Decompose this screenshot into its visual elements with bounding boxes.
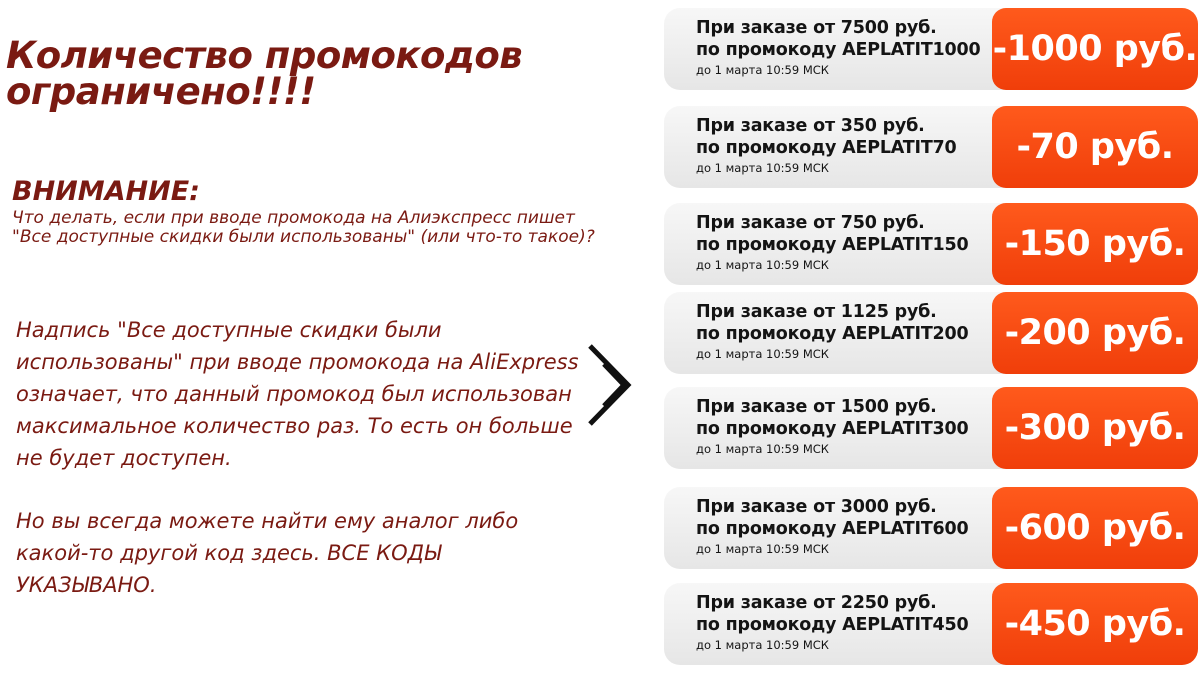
coupon-min-order: При заказе от 1500 руб.	[696, 397, 937, 417]
coupon-code: по промокоду AEPLATIT600	[696, 519, 969, 539]
coupon-min-order: При заказе от 750 руб.	[696, 213, 925, 233]
attention-question: Что делать, если при вводе промокода на Алиэкспресс пишет "Все доступные скидки были использованы" (или что-то такое)?	[12, 208, 595, 247]
coupon-min-order: При заказе от 1125 руб.	[696, 302, 937, 322]
coupon-min-order: При заказе от 350 руб.	[696, 116, 925, 136]
coupon-discount-amount: -70 руб.	[1016, 127, 1174, 167]
coupon-card[interactable]	[664, 106, 1198, 188]
coupon-expiry: до 1 марта 10:59 МСК	[696, 442, 829, 456]
explanation-paragraph: Надпись "Все доступные скидки были использованы" при вводе промокода на AliExpress означает, что данный промокод был использован максимальное количество раз. То есть он больше не будет доступен.	[16, 318, 579, 470]
coupon-expiry: до 1 марта 10:59 МСК	[696, 161, 829, 175]
info-panel	[0, 0, 595, 696]
coupon-card[interactable]	[664, 487, 1198, 569]
coupon-discount-badge	[992, 583, 1198, 665]
coupon-details	[696, 496, 996, 558]
coupon-expiry: до 1 марта 10:59 МСК	[696, 638, 829, 652]
coupon-expiry: до 1 марта 10:59 МСК	[696, 347, 829, 361]
coupon-code: по промокоду AEPLATIT450	[696, 615, 969, 635]
coupon-code: по промокоду AEPLATIT1000	[696, 40, 981, 60]
coupon-list	[664, 0, 1200, 696]
coupon-code: по промокоду AEPLATIT150	[696, 235, 969, 255]
double-chevron-right-icon	[584, 340, 644, 430]
coupon-card[interactable]	[664, 292, 1198, 374]
coupon-discount-badge	[992, 387, 1198, 469]
coupon-code: по промокоду AEPLATIT200	[696, 324, 969, 344]
attention-title: ВНИМАНИЕ:	[12, 176, 200, 207]
coupon-discount-amount: -600 руб.	[1004, 508, 1186, 548]
coupon-expiry: до 1 марта 10:59 МСК	[696, 63, 829, 77]
coupon-min-order: При заказе от 7500 руб.	[696, 18, 937, 38]
coupon-discount-badge	[992, 8, 1198, 90]
coupon-discount-amount: -150 руб.	[1004, 224, 1186, 264]
coupon-details	[696, 212, 996, 274]
headline: Количество промокодов ограничено!!!!	[6, 34, 523, 113]
coupon-discount-badge	[992, 203, 1198, 285]
coupon-discount-amount: -450 руб.	[1004, 604, 1186, 644]
coupon-code: по промокоду AEPLATIT70	[696, 138, 957, 158]
coupon-discount-badge	[992, 106, 1198, 188]
coupon-details	[696, 301, 996, 363]
coupon-details	[696, 115, 996, 177]
coupon-card[interactable]	[664, 387, 1198, 469]
coupon-card[interactable]	[664, 203, 1198, 285]
coupon-code: по промокоду AEPLATIT300	[696, 419, 969, 439]
coupon-expiry: до 1 марта 10:59 МСК	[696, 258, 829, 272]
coupon-details	[696, 592, 996, 654]
coupon-discount-amount: -200 руб.	[1004, 313, 1186, 353]
coupon-discount-amount: -300 руб.	[1004, 408, 1186, 448]
coupon-discount-badge	[992, 292, 1198, 374]
coupon-card[interactable]	[664, 583, 1198, 665]
coupon-card[interactable]	[664, 8, 1198, 90]
coupon-details	[696, 17, 996, 79]
coupon-expiry: до 1 марта 10:59 МСК	[696, 542, 829, 556]
coupon-min-order: При заказе от 3000 руб.	[696, 497, 937, 517]
coupon-discount-badge	[992, 487, 1198, 569]
coupon-min-order: При заказе от 2250 руб.	[696, 593, 937, 613]
coupon-discount-amount: -1000 руб.	[992, 29, 1198, 69]
alternative-paragraph: Но вы всегда можете найти ему аналог либо какой-то другой код здесь. ВСЕ КОДЫ УКАЗЫВАНО.	[16, 509, 519, 597]
coupon-details	[696, 396, 996, 458]
